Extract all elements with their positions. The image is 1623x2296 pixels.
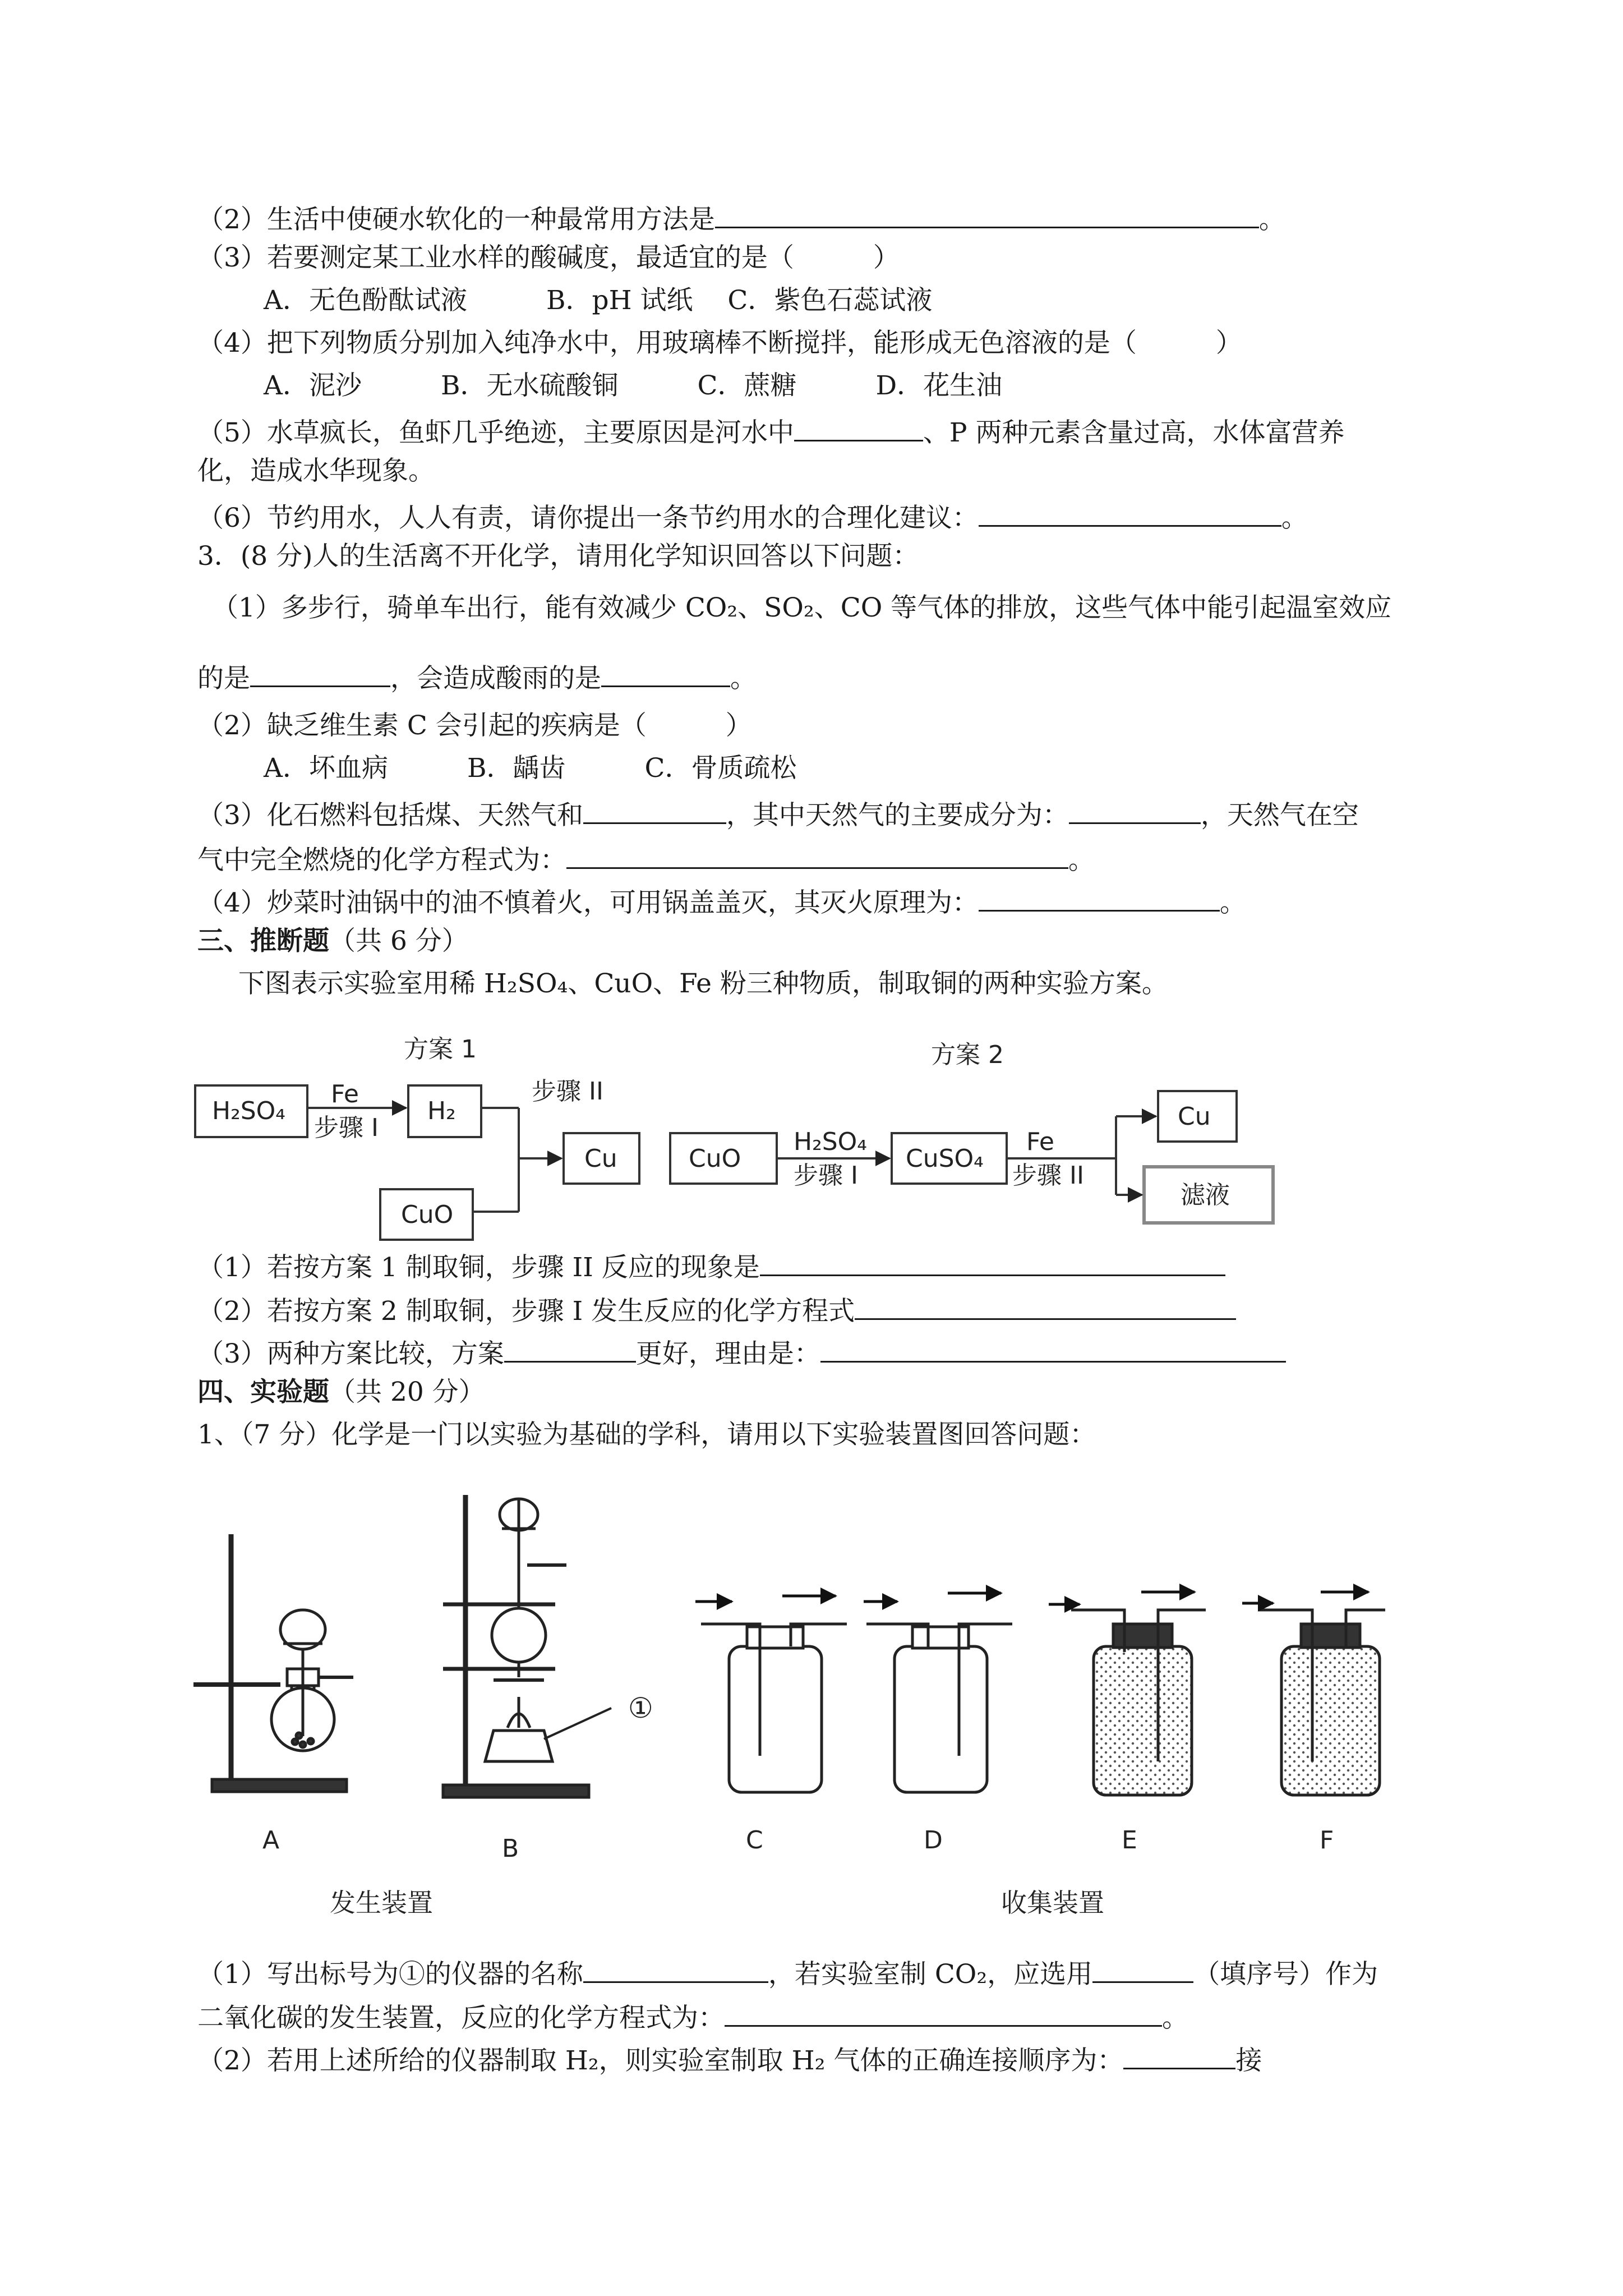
section3-q2: （2）若按方案 2 制取铜，步骤 I 发生反应的化学方程式 <box>197 1294 1236 1324</box>
apparatus-c <box>701 1624 847 1792</box>
circle-label-1: ① <box>628 1692 653 1724</box>
water-q3-options: A．无色酚酞试液 B．pH 试纸 C．紫色石蕊试液 <box>264 285 933 316</box>
label-b: B <box>502 1834 519 1863</box>
label-filtrate: 滤液 <box>1181 1181 1230 1209</box>
q3-p2: （2）缺乏维生素 C 会引起的疾病是（ ） <box>197 710 752 741</box>
answer-blank[interactable] <box>1092 1957 1193 1983</box>
section3-intro: 下图表示实验室用稀 H₂SO₄、CuO、Fe 粉三种物质，制取铜的两种实验方案。 <box>238 968 1168 999</box>
label-fe-1: Fe <box>331 1080 359 1108</box>
label-d: D <box>924 1826 943 1855</box>
section3-q3: （3）两种方案比较，方案 更好，理由是： <box>197 1336 1286 1367</box>
q3-p4: （4）炒菜时油锅中的油不慎着火，可用锅盖盖灭，其灭火原理为： 。 <box>197 885 1246 916</box>
label-cuo-2: CuO <box>689 1144 741 1173</box>
section4-p2: （2）若用上述所给的仪器制取 H₂，则实验室制取 H₂ 气体的正确连接顺序为： 接 <box>197 2043 1262 2074</box>
water-q5-line2: 化，造成水华现象。 <box>197 455 435 486</box>
label-fe-2: Fe <box>1026 1128 1054 1156</box>
q3-p1-line2: 的是 ，会造成酸雨的是 。 <box>197 661 757 692</box>
q3-p2-options: A．坏血病 B．龋齿 C．骨质疏松 <box>264 753 797 784</box>
answer-blank[interactable] <box>1123 2043 1235 2069</box>
water-q4-options: A．泥沙 B．无水硫酸铜 C．蔗糖 D．花生油 <box>264 370 1003 401</box>
label-step1-2: 步骤 I <box>794 1161 858 1190</box>
label-step2-2: 步骤 II <box>1012 1161 1084 1190</box>
label-h2so4-2: H₂SO₄ <box>794 1128 867 1156</box>
water-q5-line1: （5）水草疯长，鱼虾几乎绝迹，主要原因是河水中 、P 两种元素含量过高，水体富营养 <box>197 415 1344 446</box>
label-e: E <box>1122 1826 1137 1855</box>
q3-p3-line2: 气中完全燃烧的化学方程式为： 。 <box>197 843 1095 873</box>
apparatus-a <box>193 1534 353 1792</box>
section4-p1-line2: 二氧化碳的发生装置，反应的化学方程式为： 。 <box>197 2000 1188 2031</box>
apparatus-e <box>1071 1610 1206 1795</box>
apparatus-f <box>1259 1610 1385 1795</box>
label-f: F <box>1320 1826 1334 1855</box>
label-cu-2: Cu <box>1178 1102 1211 1131</box>
label-step1-1: 步骤 I <box>314 1114 379 1142</box>
answer-blank[interactable] <box>583 1957 768 1983</box>
label-cuo-1: CuO <box>401 1200 454 1229</box>
section3-heading: 三、推断题（共 6 分） <box>197 926 468 956</box>
q3-p3-line1: （3）化石燃料包括煤、天然气和 ，其中天然气的主要成分为： ，天然气在空 <box>197 798 1359 829</box>
apparatus-d <box>866 1624 1012 1792</box>
label-step2-1: 步骤 II <box>532 1077 603 1106</box>
water-q6: （6）节约用水，人人有责，请你提出一条节约用水的合理化建议： 。 <box>197 500 1308 531</box>
apparatus-b <box>443 1495 611 1797</box>
water-q4: （4）把下列物质分别加入纯净水中，用玻璃棒不断搅拌，能形成无色溶液的是（ ） <box>197 328 1242 358</box>
label-h2so4-1: H₂SO₄ <box>212 1097 285 1125</box>
water-q3: （3）若要测定某工业水样的酸碱度，最适宜的是（ ） <box>197 242 900 273</box>
section3-q1: （1）若按方案 1 制取铜，步骤 II 反应的现象是 <box>197 1250 1225 1281</box>
water-q2: （2）生活中使硬水软化的一种最常用方法是 。 <box>197 202 1285 233</box>
label-a: A <box>262 1826 280 1855</box>
q3-p1-line1: （1）多步行，骑单车出行，能有效减少 CO₂、SO₂、CO 等气体的排放，这些气体中能引起温室效应 <box>212 592 1392 623</box>
label-generator: 发生装置 <box>330 1888 433 1918</box>
answer-blank[interactable] <box>725 2000 1162 2027</box>
q3-header: 3．(8 分)人的生活离不开化学，请用化学知识回答以下问题： <box>197 541 919 572</box>
label-collector: 收集装置 <box>1001 1888 1104 1918</box>
section4-q1-intro: 1、（7 分）化学是一门以实验为基础的学科，请用以下实验装置图回答问题： <box>197 1419 1096 1450</box>
label-cuso4: CuSO₄ <box>906 1144 984 1173</box>
label-plan1: 方案 1 <box>404 1035 477 1064</box>
section4-heading: 四、实验题（共 20 分） <box>197 1377 485 1407</box>
label-cu-1: Cu <box>584 1144 617 1173</box>
label-c: C <box>746 1826 763 1855</box>
label-plan2: 方案 2 <box>931 1041 1004 1069</box>
section4-p1-line1: （1）写出标号为①的仪器的名称 ，若实验室制 CO₂，应选用 （填序号）作为 <box>197 1957 1378 1987</box>
label-h2: H₂ <box>427 1097 456 1125</box>
